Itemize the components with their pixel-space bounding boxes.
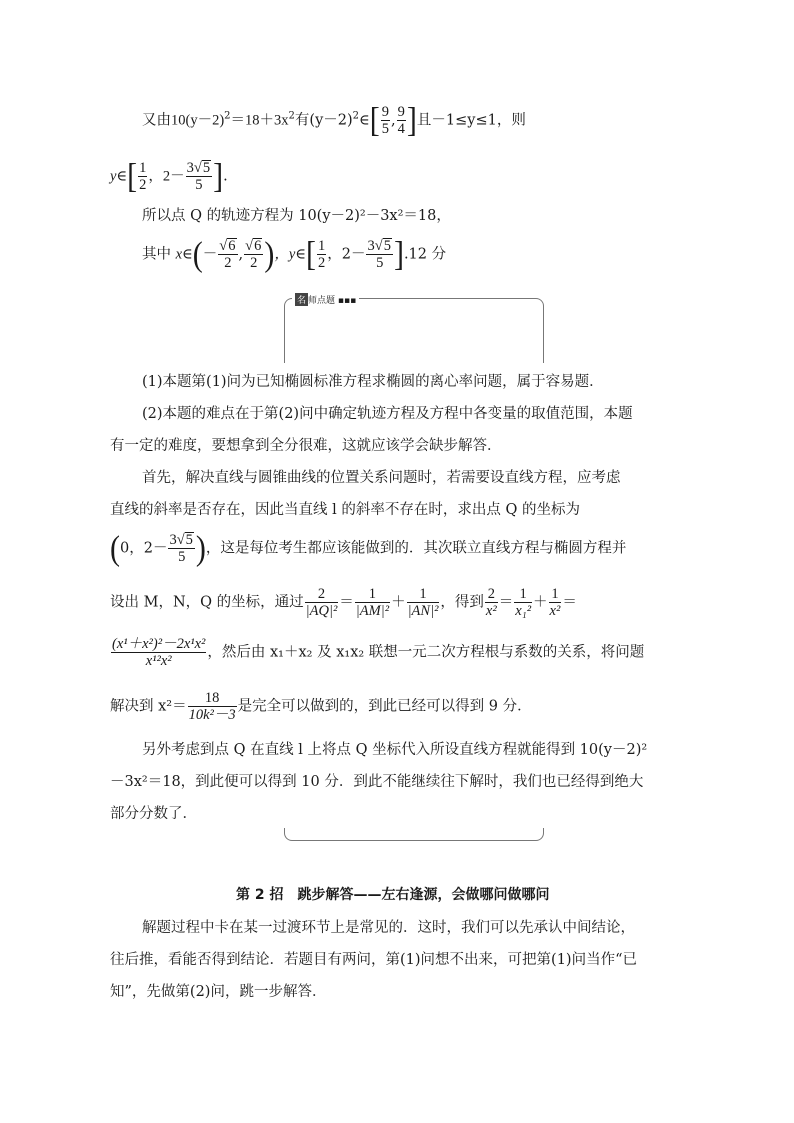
tip-tag-icon: 名 [295, 293, 308, 306]
tip-box-top [284, 298, 544, 363]
plus: ＋ [391, 594, 406, 611]
fraction-9-5: $\frac{9}{5}$ [381, 104, 390, 137]
fraction-2-aq: $\frac{2}{\text{|AQ|²}}$ [305, 586, 338, 619]
tip-paragraph-2b: 有一定的难度，要想拿到全分很难，这就应该学会缺步解答． [110, 438, 502, 454]
text-2minus: ，2－ [148, 168, 185, 185]
text: 解决到 x²＝ [110, 698, 187, 715]
text-qizhong: 其中 [142, 246, 171, 263]
tip-paragraph-3a: 首先，解决直线与圆锥曲线的位置关系问题时，若需要设直线方程，应考虑 [142, 470, 621, 486]
tip-tag: 名 师点题 ▪▪▪ [292, 293, 359, 306]
coord-tail: ，这是每位考生都应该能做到的．其次联立直线方程与椭圆方程并 [205, 540, 627, 557]
text: ，得到 [440, 594, 484, 611]
formula-line-4: 其中 x∈(－ $\frac{√6}{2}$ , $\frac{√6}{2}$ )，y∈[ $\frac{1}{2}$ ，2－ $\frac{3√5}{5}$ ].12 分 [142, 234, 447, 273]
text: 是完全可以做到的，到此已经可以得到 9 分． [237, 698, 532, 715]
tip-paragraph-3b: 直线的斜率是否存在，因此当直线 l 的斜率不存在时，求出点 Q 的坐标为 [110, 502, 580, 518]
locus-line: 所以点 Q 的轨迹方程为 10(y－2)²－3x²＝18， [142, 208, 451, 224]
tip-paragraph-4a: 另外考虑到点 Q 在直线 l 上将点 Q 坐标代入所设直线方程就能得到 10(y－2)² [142, 742, 648, 758]
paren-left: ( [110, 528, 120, 567]
fraction-1-2: $\frac{1}{2}$ [139, 160, 147, 193]
expr-3: 有(y－2) [294, 112, 353, 129]
paren-right: ) [264, 234, 275, 273]
fraction-sqrt6-2: $\frac{√6}{2}$ [245, 238, 262, 271]
paragraph-5b: 往后推，看能否得到结论．若题目有两问，第(1)问想不出来，可把第(1)问当作“已 [110, 952, 637, 968]
fraction-1-am: $\frac{1}{\text{|AM|²}}$ [355, 586, 390, 619]
paren-right: ) [195, 528, 206, 567]
x-in: x∈ [175, 246, 193, 263]
period: . [223, 168, 228, 185]
bracket-right: ] [213, 156, 224, 195]
tip-paragraph-1: (1)本题第(1)问为已知椭圆标准方程求椭圆的离心率问题，属于容易题． [142, 374, 604, 390]
in-symbol: ∈ [359, 112, 370, 129]
paragraph-5a: 解题过程中卡在某一过渡环节上是常见的．这时，我们可以先承认中间结论， [142, 920, 635, 936]
tip-paragraph-4c: 部分分数了． [110, 806, 197, 822]
minus: － [202, 246, 218, 263]
fraction-18: $\frac{18}{\text{10k²－3}}$ [188, 690, 236, 723]
fraction-3sqrt5-5: $\frac{3√5}{5}$ [186, 160, 211, 193]
text-condition: 且－1≤y≤1，则 [416, 112, 526, 129]
text-2minus: ，2－ [327, 246, 366, 263]
tip-paragraph-3e [110, 636, 644, 669]
fraction-1-x1sq: $\frac{1}{\text{x₁²}}$ [515, 586, 532, 619]
fraction-3sqrt5-5: $\frac{3√5}{5}$ [169, 532, 193, 565]
section-heading: 第 2 招 跳步解答——左右逢源，会做哪问做哪问 [236, 887, 550, 903]
bracket-right: ] [393, 234, 404, 273]
formula-line-2 [110, 156, 228, 195]
y-in: y∈ [110, 168, 128, 185]
tip-paragraph-3d: 设出 M，N，Q 的坐标，通过 $\frac{2}{\text{|AQ|²}}$ ＝ $\frac{1}{\text{|AM|²}}$ ＋ $\frac{1}{\text{|AN|²}}$ ，得到 $\frac{2}{\text{x²}}$ ＝ $\frac{1}{\text{x₁²}}$ ＋ $\frac{1}{\text{x²}}$ ＝ [110, 586, 577, 619]
score-12: .12 分 [403, 246, 447, 263]
bracket-left: [ [369, 100, 380, 139]
fraction-1-2: $\frac{1}{2}$ [318, 238, 326, 271]
equals: ＝ [339, 594, 354, 611]
bracket-right: ] [406, 100, 417, 139]
tip-box-bottom [284, 828, 544, 841]
fraction-3sqrt5-5: $\frac{3√5}{5}$ [367, 238, 391, 271]
tip-tag-label: 师点题 [308, 296, 336, 306]
fraction-1-an: $\frac{1}{\text{|AN|²}}$ [407, 586, 439, 619]
equals: ＝ [562, 594, 577, 611]
tip-paragraph-3f [110, 690, 532, 723]
text-youyou: 又由 [142, 112, 171, 129]
fraction-9-4: $\frac{9}{4}$ [397, 104, 405, 137]
bracket-left: [ [127, 156, 138, 195]
expr-2: ＝18＋3x [230, 112, 289, 129]
coord-text: 0，2－ [120, 540, 168, 557]
tip-paragraph-4b: －3x²＝18，到此便可以得到 10 分．到此不能继续往下解时，我们也已经得到绝大 [110, 774, 644, 790]
text: 设出 M，N，Q 的坐标，通过 [110, 594, 304, 611]
fraction-1-x2sq: $\frac{1}{\text{x²}}$ [549, 586, 561, 619]
expr-1: 10(y－2) [171, 112, 225, 129]
y-in: ，y∈ [274, 246, 306, 263]
tip-paragraph-3c [110, 528, 627, 567]
bracket-left: [ [306, 234, 316, 273]
tip-paragraph-2a: (2)本题的难点在于第(2)问中确定轨迹方程及方程中各变量的取值范围，本题 [142, 406, 633, 422]
text: ，然后由 x₁＋x₂ 及 x₁x₂ 联想一元二次方程根与系数的关系，将问题 [207, 644, 645, 661]
formula-line-1: 又由$10(y-2)^2=18+3x^2$有$(y-2)^2\in$[ $\frac{9}{5}$ , $\frac{9}{4}$ ]且－1≤y≤1，则 [142, 100, 526, 139]
paragraph-5c: 知”，先做第(2)问，跳一步解答． [110, 984, 327, 1000]
fraction-2-x2: $\frac{2}{\text{x²}}$ [485, 586, 497, 619]
fraction-sqrt6-2-neg: $\frac{√6}{2}$ [219, 238, 236, 271]
paren-left: ( [192, 234, 203, 273]
fraction-vieta: $\frac{\text{(x¹＋x²)²－2x¹x²}}{\text{x¹²x²}}$ [112, 636, 206, 669]
